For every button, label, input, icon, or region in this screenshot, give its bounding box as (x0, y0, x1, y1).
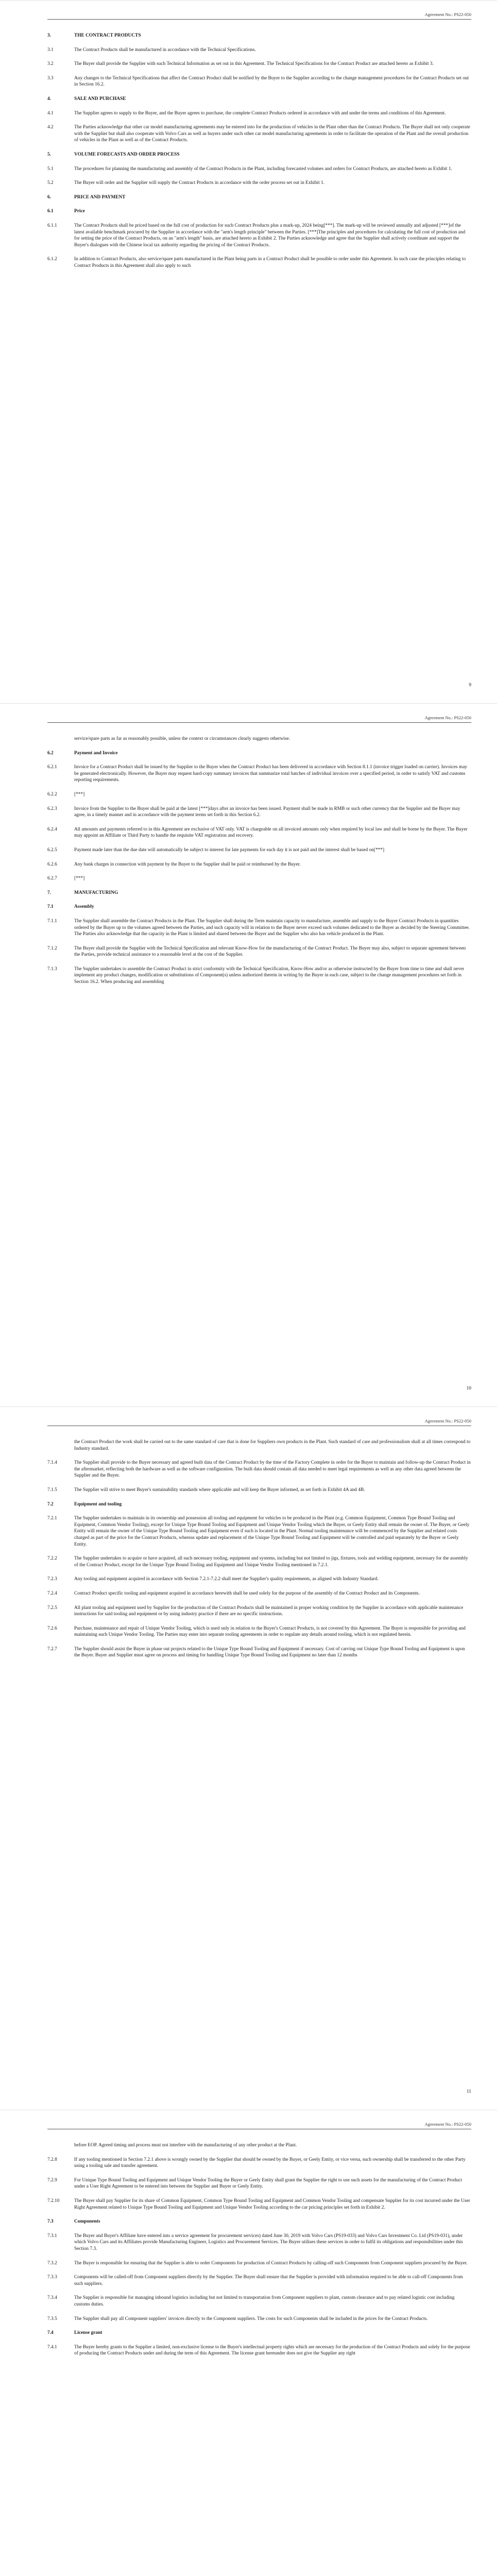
clause-number: 7.3.5 (47, 2316, 57, 2321)
page (0, 703, 497, 1406)
clause-number: 7.2.6 (47, 1625, 57, 1631)
clause-text: Payment and Invoice (74, 750, 118, 756)
clause-text: MANUFACTURING (74, 890, 118, 895)
clause (47, 256, 471, 269)
clause-text: Assembly (74, 904, 94, 910)
clause-number: 7.2.7 (47, 1646, 57, 1652)
header-divider (47, 19, 471, 20)
clause (47, 110, 471, 117)
section-heading (47, 32, 471, 39)
clause-text: The Supplier is responsible for managing inbound logistics including but not limited to transportation from Component suppliers to plant, custom clearance and to pay related logistic cost including customs duties. (74, 2295, 455, 2307)
page-number: 9 (469, 683, 471, 688)
clause-text: All amounts and payments referred to in this Agreement are exclusive of VAT only. VAT is chargeable on all invoiced amounts only when required by local law and shall be borne by the Buyer. The Buyer may appoint an Affiliate or Third Party to handle the requisite VAT registration and recovery. (74, 826, 468, 839)
section-heading (47, 96, 471, 103)
clause-number: 7.2.10 (47, 2198, 60, 2204)
clause-number: 6.1.2 (47, 257, 57, 262)
clause-text: The Buyer hereby grants to the Supplier a limited, non-exclusive license to the Buyer's intellectual property rights which are necessary for the production of the Contract Products and solely for the purpose of producing the Contract Products under and during the term of this Agreement. The license grant hereunder does not give the Supplier any right (74, 2344, 470, 2357)
clause-text: The Supplier will strive to meet Buyer's sustainability standards where applicable and will keep the Buyer informed, as set forth in Exhibit 4A and 4B. (74, 1487, 365, 1493)
clause-text: PRICE AND PAYMENT (74, 194, 126, 200)
clause-number: 6.2.7 (47, 876, 57, 882)
clause-text: Purchase, maintenance and repair of Unique Vendor Tooling, which is used only in relation to the Buyer's Contract Products, is not covered by this Agreement. The Buyer is responsible for providing and maintaining such Unique Vendor Tooling. The Parties may enter into separate tooling agreements in order to regulate any details around tooling, which is not regulated herein. (74, 1625, 466, 1638)
clause (47, 1625, 471, 1638)
clause-number: 5.1 (47, 166, 54, 172)
clause (47, 1515, 471, 1548)
clause (47, 826, 471, 839)
clause-number: 3.3 (47, 75, 54, 81)
clause-text: before EOP. Agreed timing and process must not interfere with the manufacturing of any other product at the Plant. (74, 2143, 297, 2148)
clause (47, 2157, 471, 2170)
clause-number: 3.1 (47, 47, 54, 53)
clause-text: In addition to Contract Products, also service/spare parts manufactured in the Plant being parts in a Contract Product shall be possible to order under this Agreement. In such case the principles relating to Contract Products in this Agreement shall also apply to such (74, 257, 466, 268)
clause-text: Components will be called-off from Component suppliers directly by the Supplier. The Buyer shall ensure that the Supplier is provided with information required to be able to call-off Components from such suppliers. (74, 2275, 463, 2286)
clause-number: 6.2.3 (47, 806, 57, 811)
clause (47, 918, 471, 938)
clause-number: 7.2.9 (47, 2177, 57, 2183)
agreement-number-header: Agreement No.: PS22-050 (424, 715, 471, 720)
clause-text: The Supplier undertakes to assemble the Contract Product in strict conformity with the Technical Specification, Know-How and/or as otherwise instructed by the Buyer from time to time and shall never implement any product changes, modification or substitutions of Component(s) unless authorized therein in writing by the Buyer in each case, subject to the change management procedures set forth in Section 16.2. When producing and assembling (74, 966, 465, 985)
clause (47, 1487, 471, 1494)
section-heading (47, 890, 471, 896)
clause-number: 7.4 (47, 2330, 54, 2336)
clause (74, 736, 471, 742)
clause-number: 7.1 (47, 904, 54, 910)
clause (47, 1590, 471, 1597)
clause (47, 180, 471, 187)
page-body (47, 736, 471, 993)
page-body (47, 2142, 471, 2365)
clause-number: 7.3.4 (47, 2295, 57, 2301)
clause-text: Price (74, 209, 85, 214)
clause-number: 7.2.2 (47, 1556, 57, 1562)
clause-number: 4.1 (47, 110, 54, 116)
clause-number: 7.1.5 (47, 1487, 57, 1493)
clause-text: Contract Product specific tooling and equipment acquired in accordance herewith shall be used solely for the purpose of the assembly of the Contract Product and its Components. (74, 1590, 420, 1596)
clause-number: 7.3.3 (47, 2275, 57, 2280)
clause-text: The Contract Products shall be priced based on the full cost of production for such Contract Products plus a mark-up, 2024 being[***]. The mark-up will be reviewed annually and adjusted [***]of the latest available benchmark procured by the Supplier in accordance with the "arm's length principle" between the Parties. [***]The principles and procedures for calculating the full cost of production and for setting the price of the Contract Products, on an "arm's length" basis, are attached hereto as Exhibit 2. The Parties acknowledge and agree that the Supplier shall actively coordinate and support the Buyer's dialogues with the Chinese local tax authority regarding the pricing of the Contract Products. (74, 223, 466, 248)
clause-number: 7.2.1 (47, 1516, 57, 1521)
page-body (47, 1439, 471, 1667)
clause-text: [***] (74, 791, 85, 797)
clause (47, 2177, 471, 2190)
clause-text: The Supplier should assist the Buyer in phase out projects related to the Unique Type Bound Tooling and Equipment if necessary. Cost of carving out Unique Type Bound Tooling and Equipment is upon the Buyer. Buyer and Supplier must agree on process and timing for handling Unique Type Bound Tooling and Equipment no later than 12 months (74, 1646, 465, 1658)
clause-number: 7. (47, 890, 52, 895)
clause-number: 6.2.5 (47, 847, 57, 853)
clause-text: SALE AND PURCHASE (74, 96, 126, 101)
clause-number: 7.3.2 (47, 2260, 57, 2266)
clause-number: 7.2 (47, 1501, 54, 1507)
clause (47, 61, 471, 67)
clause-number: 6.2 (47, 750, 54, 756)
clause-number: 7.4.1 (47, 2344, 57, 2350)
agreement-number-header: Agreement No.: PS22-050 (424, 1418, 471, 1423)
clause-number: 7.1.4 (47, 1460, 57, 1466)
clause-number: 7.1.1 (47, 918, 57, 924)
page (0, 1406, 497, 2110)
clause-text: Any bank charges in connection with payment by the Buyer to the Supplier shall be paid or reimbursed by the Buyer. (74, 861, 301, 867)
clause-number: 3.2 (47, 61, 54, 67)
clause (47, 2198, 471, 2211)
clause-text: Equipment and tooling (74, 1501, 122, 1507)
clause-number: 4. (47, 96, 52, 101)
clause-text: For Unique Type Bound Tooling and Equipment and Unique Vendor Tooling the Buyer or Geely Entity shall grant the Supplier the right to use such assets for the manufacturing of the Contract Product under a User Right Agreement to be entered into between the Supplier and Buyer or Geely Entity. (74, 2177, 462, 2190)
page-number: 11 (466, 2089, 471, 2094)
clause (47, 2274, 471, 2287)
subsection-heading (47, 208, 471, 215)
clause (47, 124, 471, 144)
clause (47, 875, 471, 882)
clause (47, 945, 471, 958)
clause-text: Components (74, 2219, 100, 2225)
clause-text: [***] (74, 876, 85, 882)
clause-number: 7.2.4 (47, 1590, 57, 1596)
clause-text: the Contract Product the work shall be carried out to the same standard of care that is done for Suppliers own products in the Plant. Such standard of care and professionalism shall at all times correspond to Industry standard. (74, 1439, 471, 1451)
header-divider (47, 722, 471, 723)
subsection-heading (47, 2218, 471, 2225)
clause-text: Payment made later than the due date will automatically be subject to interest for late payments for each day it is not paid and the interest shall be based on[***] (74, 847, 385, 853)
clause-text: Invoice from the Supplier to the Buyer shall be paid at the latest [***]days after an invoice has been issued. Payment shall be made in RMB or such other currency that the Supplier and the Buyer may agree, in a timely manner and in accordance with the payment terms set forth in this Section 6.2. (74, 806, 460, 818)
subsection-heading (47, 904, 471, 910)
clause-number: 6.2.6 (47, 861, 57, 867)
clause-text: The Supplier shall pay all Component suppliers' invoices directly to the Component suppliers. The costs for such Components shall be included in the prices for the Contract Products. (74, 2316, 428, 2321)
section-heading (47, 151, 471, 158)
clause (47, 1605, 471, 1618)
subsection-heading (47, 2330, 471, 2336)
clause-number: 6.2.1 (47, 765, 57, 770)
clause (47, 1460, 471, 1479)
clause (47, 2233, 471, 2252)
clause-text: Invoice for a Contract Product shall be issued by the Supplier to the Buyer when the Contract Product has been delivered in accordance with Section 8.1.1 (invoice trigger loaded on carrier). Invoices may be generated electronically. However, the Buyer may request hard-copy summary invoices that summarize total batches of individual invoices over a specified period, in order to satisfy VAT and customs reporting requirements. (74, 765, 468, 783)
subsection-heading (47, 1501, 471, 1508)
clause-number: 7.1.2 (47, 945, 57, 951)
clause-text: The Supplier agrees to supply to the Buyer, and the Buyer agrees to purchase, the complete Contract Products ordered in accordance with and under the terms and conditions of this Agreement. (74, 110, 446, 116)
clause-number: 6. (47, 194, 52, 200)
page (0, 0, 497, 703)
clause-text: The Buyer and Buyer's Affiliate have entered into a service agreement for procurement services) dated June 30, 2019 with Volvo Cars (PS19-033) and Volvo Cars Investment Co. Ltd (PS19-031), under which Volvo Cars and its Affiliates provide Manufacturing Engineer, Logistics and Procurement Services. The Buyer utilises these services in order to fulfil its obligations and responsibilities under this Section 7.3. (74, 2233, 463, 2251)
clause-text: service/spare parts as far as reasonably possible, unless the context or circumstances clearly suggests otherwise. (74, 736, 290, 741)
clause-text: The procedures for planning the manufacturing and assembly of the Contract Products in the Plant, including forecasted volumes and orders for Contract Products, are attached hereto as Exhibit 1. (74, 166, 452, 172)
clause-number: 7.2.5 (47, 1605, 57, 1611)
clause-text: The Buyer will order and the Supplier will supply the Contract Products in accordance with the order process set out in Exhibit 1. (74, 180, 325, 186)
clause-text: The Supplier undertakes to acquire or have acquired, all such necessary tooling, equipment and systems, including but not limited to jigs, fixtures, tools and welding equipment, necessary for the assembly of the Contract Product, except for the Unique Type Bound Tooling and Equipment and Unique Vendor Tooling mentioned in 7.2.1. (74, 1556, 468, 1568)
clause-text: The Parties acknowledge that other car model manufacturing agreements may be entered into for the production of vehicles in the Plant other than the Contract Products. The Buyer shall not only cooperate with the Supplier but shall also cooperate with Volvo Cars as well as buyers under such other car model manufacturing agreements in order to facilitate the operation of the Plant and the overall production of vehicles in the Plant as well as of the Contract Products. (74, 125, 470, 143)
clause-text: Any tooling and equipment acquired in accordance with Section 7.2.1-7.2.2 shall meet the Supplier's quality requirements, as aligned with Industry Standard. (74, 1577, 379, 1582)
clause-text: License grant (74, 2330, 102, 2336)
clause-text: The Buyer shall provide the Supplier with the Technical Specification and relevant Know-How for the manufacturing of the Contract Product. The Buyer may also, subject to separate agreement between the Parties, provide technical assistance to a reasonable level at the cost of the Supplier. (74, 945, 466, 958)
clause-text: The Supplier undertakes to maintain in its ownership and possession all tooling and equipment for vehicles to be produced in the Plant (e.g. Common Equipment, Common Type Bound Tooling and Equipment, Common Vendor Tooling), except for Unique Type Bound Tooling and Equipment and Unique Vendor Tooling which the Buyer, or Geely Entity shall remain the owner of. The Buyer, or Geely Entity will remain the owner of the Unique Type Bound Tooling and Equipment even if such is located in the Plant. Normal tooling maintenance will be commenced by the Supplier and related costs charged as part of the price for the Contract Products, whereas update and replacement of the Unique Type Bound Tooling and Equipment will be controlled and paid separately by the Buyer or Geely Entity. (74, 1516, 470, 1547)
clause-number: 4.2 (47, 125, 54, 130)
clause (47, 75, 471, 88)
clause-number: 6.2.4 (47, 826, 57, 832)
section-heading (47, 194, 471, 201)
clause-number: 7.3 (47, 2219, 54, 2225)
clause-number: 5.2 (47, 180, 54, 186)
clause-text: THE CONTRACT PRODUCTS (74, 33, 141, 38)
clause-text: The Supplier shall provide to the Buyer necessary and agreed built data of the Contract Product by the time of the Factory Complete in order for the Buyer to maintain and follow-up the Contract Product in the aftermarket, reflecting both the hardware as well as the software configuration. The built data should contain all data needed to meet legal requirements as well as any other data agreed between the Supplier and the Buyer. (74, 1460, 471, 1479)
clause (47, 847, 471, 854)
clause (47, 1555, 471, 1568)
clause-text: All plant tooling and equipment used by Supplier for the production of the Contract Products shall be maintained in proper working condition by the Supplier in accordance with applicable maintenance instructions for said tooling and equipment or by using industry practice if there are no specific instructions. (74, 1605, 464, 1617)
page (0, 2110, 497, 2576)
clause-text: The Buyer shall pay Supplier for its share of Common Equipment, Common Type Bound Tooling and Equipment and Common Vendor Tooling and compensate Supplier for its cost incurred under the User Right Agreement related to Unique Type Bound Tooling and Equipment and Unique Vendor Tooling according to the car pricing principles set forth in Exhibit 2. (74, 2198, 470, 2210)
clause (47, 1646, 471, 1659)
clause (47, 1576, 471, 1583)
page-number: 10 (466, 1386, 471, 1391)
clause (47, 2295, 471, 2308)
clause (47, 166, 471, 173)
clause-text: The Contract Products shall be manufactured in accordance with the Technical Specifications. (74, 47, 256, 53)
clause-number: 6.1 (47, 209, 54, 214)
clause-text: VOLUME FORECASTS AND ORDER PROCESS (74, 151, 180, 157)
clause (74, 1439, 471, 1452)
agreement-number-header: Agreement No.: PS22-050 (424, 12, 471, 17)
clause-number: 7.2.3 (47, 1577, 57, 1582)
clause (74, 2142, 471, 2149)
page-body (47, 32, 471, 277)
clause-number: 6.1.1 (47, 223, 57, 228)
clause (47, 2316, 471, 2323)
clause-text: The Buyer is responsible for ensuring that the Supplier is able to order Components for production of Contract Products by calling-off such Components from Component suppliers procured by the Buyer. (74, 2260, 468, 2266)
clause (47, 791, 471, 798)
clause-number: 7.1.3 (47, 966, 57, 972)
clause-number: 5. (47, 151, 52, 157)
clause-number: 7.2.8 (47, 2157, 57, 2162)
clause (47, 223, 471, 248)
clause-text: The Buyer shall provide the Supplier with such Technical Information as set out in this Agreement. The Technical Specifications for the Contract Product are attached hereto as Exhibit 3. (74, 61, 434, 67)
clause (47, 966, 471, 986)
subsection-heading (47, 750, 471, 757)
clause (47, 764, 471, 784)
agreement-number-header: Agreement No.: PS22-050 (424, 2122, 471, 2127)
clause-text: Any changes to the Technical Specifications that affect the Contract Product shall be notified by the Buyer to the Supplier according to the change management procedures for the Contract Products set out in Section 16.2. (74, 75, 469, 88)
clause-number: 3. (47, 33, 52, 38)
clause (47, 2260, 471, 2267)
clause-text: If any tooling mentioned in Section 7.2.1 above is wrongly owned by the Supplier that should be owned by the Buyer, or Geely Entity, or vice versa, such ownership shall be transferred to the other Party using a tooling sale and transfer agreement. (74, 2157, 466, 2169)
clause-number: 6.2.2 (47, 791, 57, 797)
clause-text: The Supplier shall assemble the Contract Products in the Plant. The Supplier shall during the Term maintain capacity to manufacture, assemble and supply to the Buyer Contract Products in quantities ordered by the Buyer up to the volumes agreed between the Parties, and such capacity will in relation to the Buyer never exceed such volumes dedicated to the Buyer as decided by the Steering Committee. The Parties also acknowledge that the capacity in the Plant is limited and shared between the Buyer and the Supplier who also has vehicle produced in the Plant. (74, 918, 470, 937)
clause (47, 47, 471, 54)
clause-number: 7.3.1 (47, 2233, 57, 2239)
clause (47, 806, 471, 819)
clause (47, 861, 471, 868)
clause (47, 2344, 471, 2357)
